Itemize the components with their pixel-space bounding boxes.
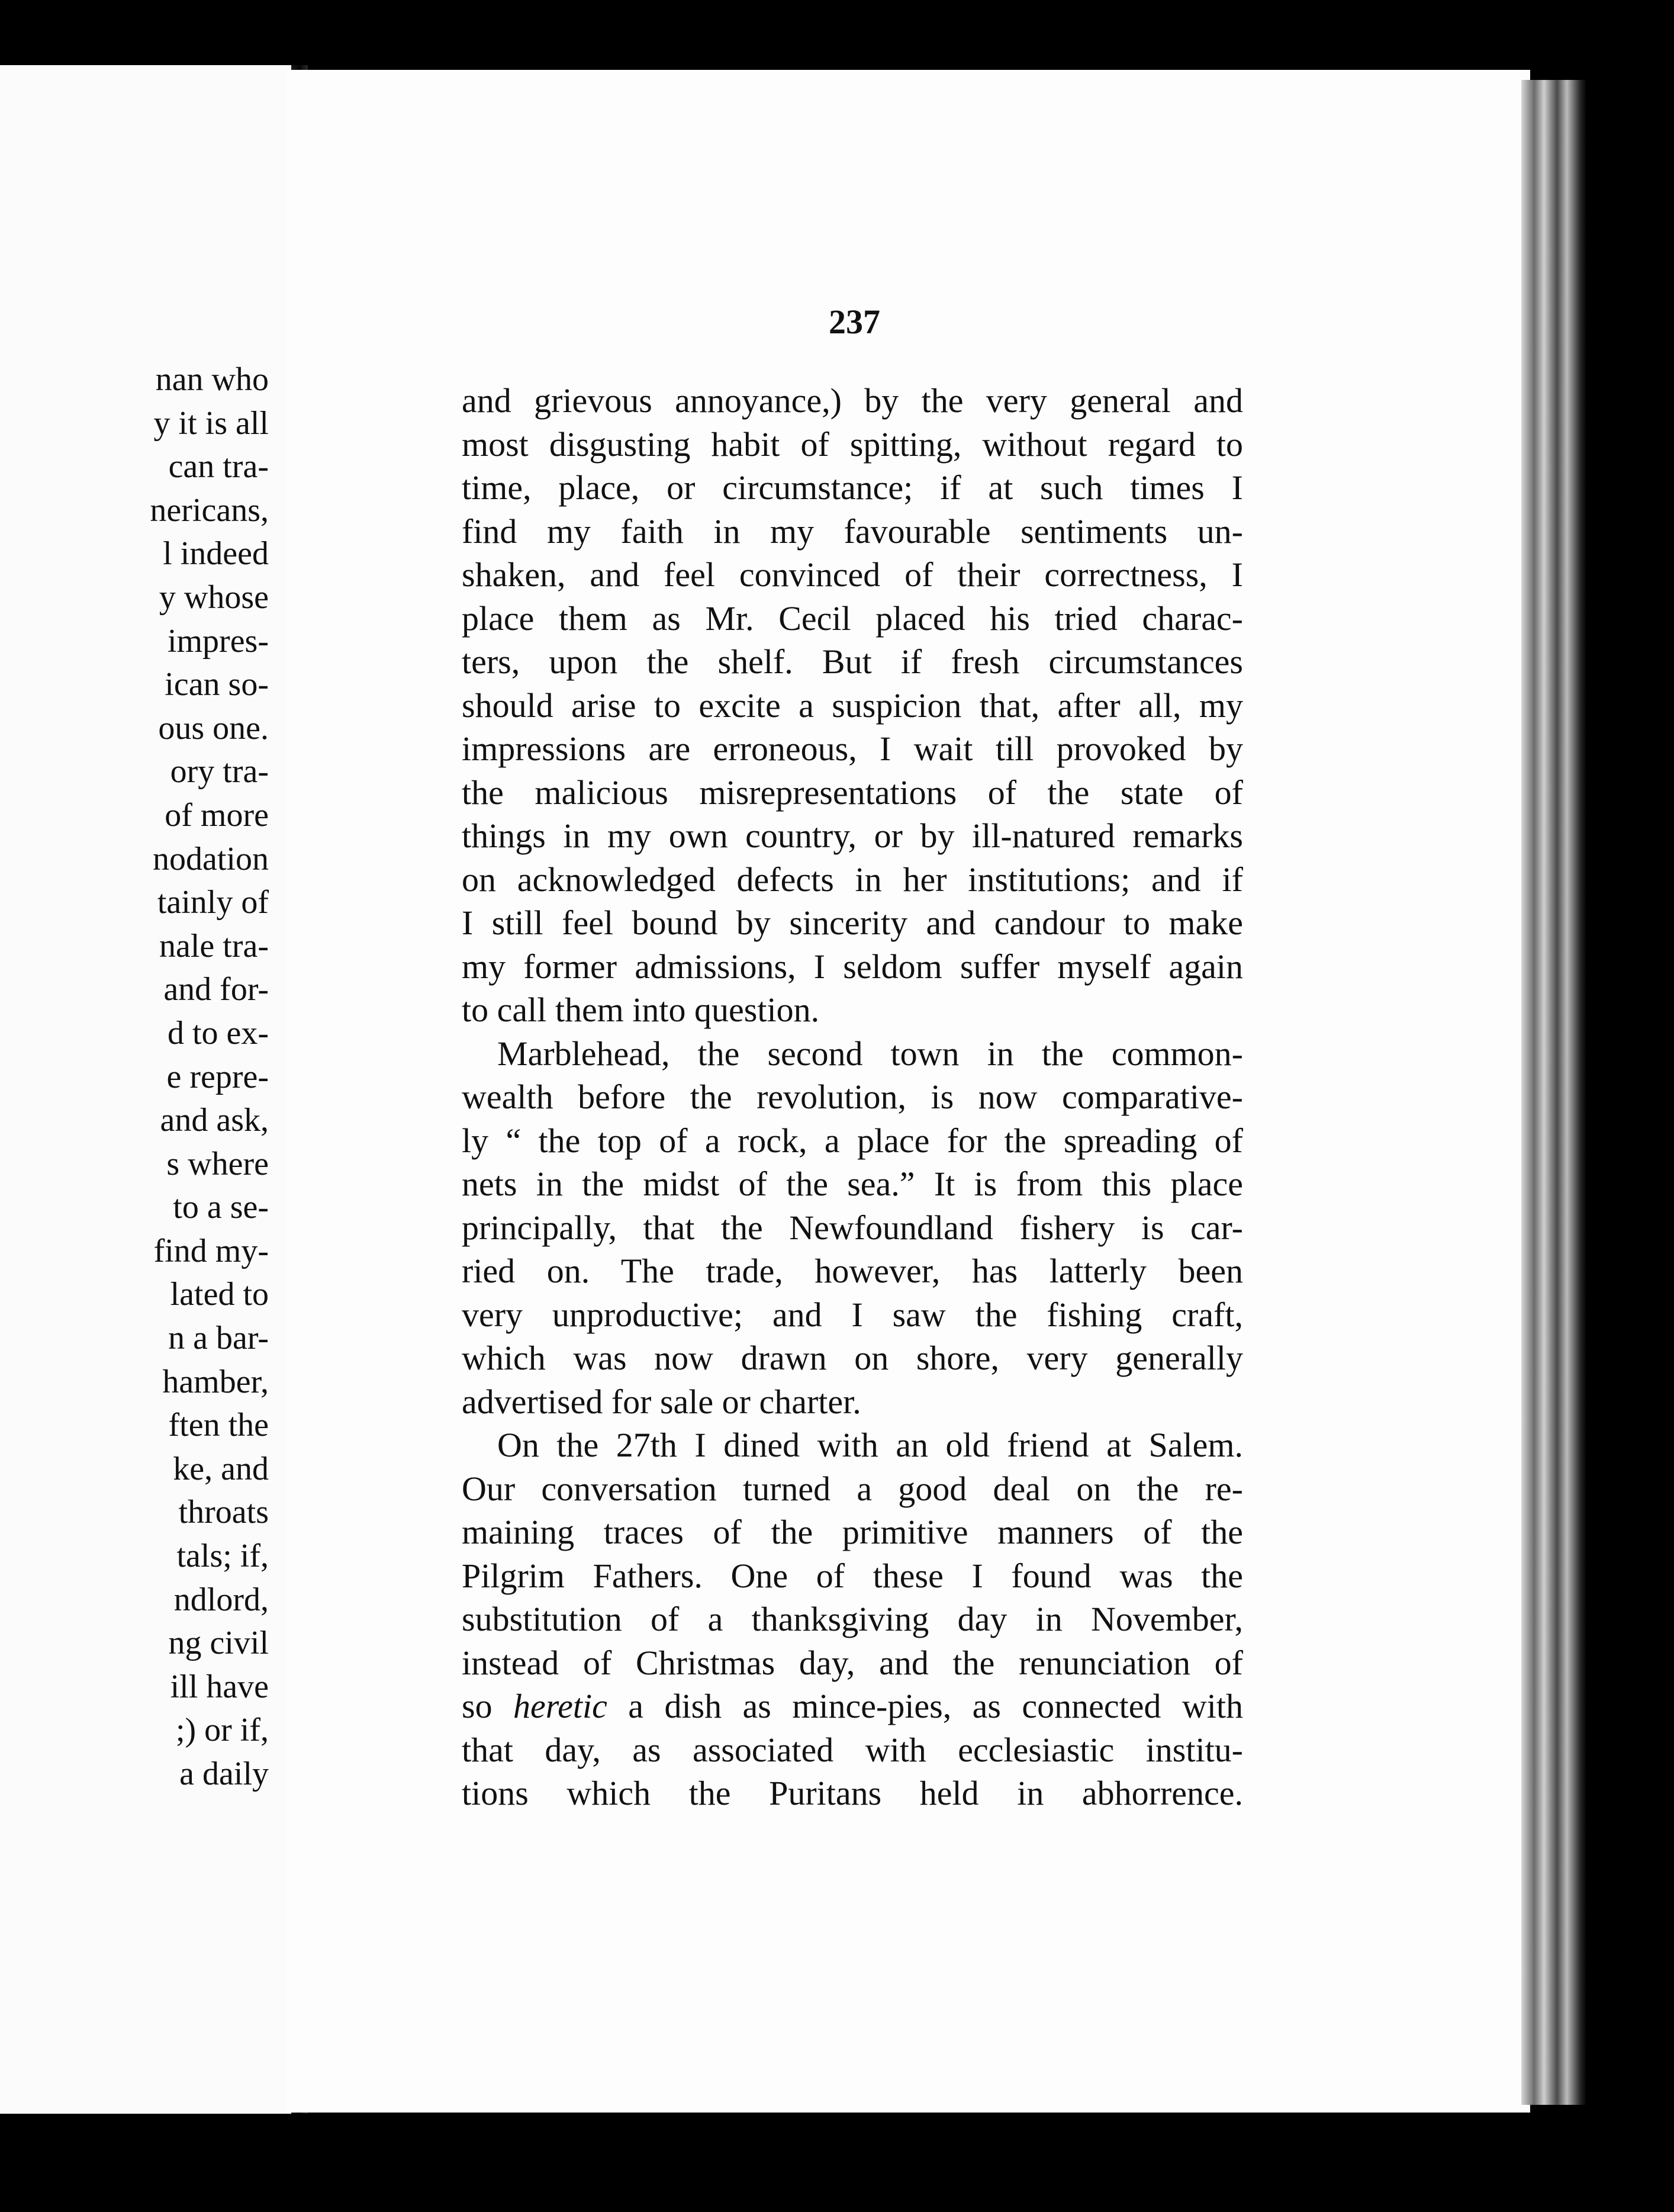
text-line: my former admissions, I seldom suffer myself again [462,947,1243,986]
text-line: substitution of a thanksgiving day in November, [462,1600,1243,1638]
text-line: place them as Mr. Cecil placed his tried charac- [462,599,1243,638]
left-page-line: lated to [170,1276,269,1313]
left-page-line: ke, and [173,1450,269,1487]
text-line: and grievous annoyance,) by the very general and [462,381,1243,420]
left-page-line: e repre- [166,1058,269,1095]
left-page-line: can tra- [168,448,269,486]
text-line: On the 27th I dined with an old friend at Salem. [497,1426,1243,1464]
text-line [462,1684,1243,1728]
left-page-line: ican so- [165,666,269,703]
text-line: Our conversation turned a good deal on the re- [462,1469,1243,1508]
text-line: very unproductive; and I saw the fishing craft, [462,1295,1243,1334]
text-line: time, place, or circumstance; if at such times I [462,468,1243,507]
text-line: find my faith in my favourable sentiments un- [462,512,1243,551]
left-page-line: ften the [168,1407,269,1444]
left-page-line: nale tra- [159,927,269,964]
text-line: ters, upon the shelf. But if fresh circumstances [462,642,1243,681]
left-page-line: y whose [159,578,269,616]
left-page-line: y it is all [153,404,269,442]
left-page-line: hamber, [162,1363,269,1400]
text-line: should arise to excite a suspicion that, after all, my [462,686,1243,725]
left-page-line: throats [178,1494,269,1531]
text-line: ly “ the top of a rock, a place for the spreading of [462,1121,1243,1160]
text-line: things in my own country, or by ill-natured remarks [462,816,1243,855]
left-page-line: n a bar- [168,1320,269,1357]
left-page-line: to a se- [173,1189,269,1226]
text-line: impressions are erroneous, I wait till provoked by [462,729,1243,768]
text-line: to call them into question. [462,991,820,1029]
text-line: which was now drawn on shore, very generally [462,1339,1243,1377]
left-page-line: ill have [170,1668,269,1705]
left-page-line: of more [165,796,269,834]
left-page-text-column [150,358,269,1796]
scan-border [0,2114,1674,2212]
text-line: most disgusting habit of spitting, without regard to [462,425,1243,464]
left-page-line: ous one. [158,709,269,747]
left-page-line: tainly of [157,884,269,921]
text-line: instead of Christmas day, and the renunciation of [462,1643,1243,1682]
left-page-line: impres- [167,622,269,660]
page-number: 237 [829,303,880,341]
left-page-line: and ask, [160,1102,269,1139]
text-line: ried on. The trade, however, has latterly been [462,1252,1243,1290]
text-line: tions which the Puritans held in abhorrence. [462,1774,1243,1812]
left-page-line: l indeed [163,535,269,573]
text-line: principally, that the Newfoundland fishery is car- [462,1208,1243,1247]
text-line: that day, as associated with ecclesiastic institu- [462,1730,1243,1769]
text-line: maining traces of the primitive manners of the [462,1513,1243,1551]
text-segment: so [462,1687,513,1725]
text-line: on acknowledged defects in her institutions; and if [462,860,1243,899]
left-page-line: nodation [153,840,269,877]
text-line: advertised for sale or charter. [462,1382,861,1421]
left-page-line: ng civil [168,1625,269,1662]
left-page-line: s where [166,1145,269,1182]
left-page-line: a daily [179,1756,269,1792]
left-page-line: ndlord, [173,1581,269,1618]
left-page-line: d to ex- [167,1014,269,1052]
left-page-line: ;) or if, [175,1712,269,1749]
text-line: I still feel bound by sincerity and candour to make [462,904,1243,942]
text-line: nets in the midst of the sea.” It is from this place [462,1165,1243,1203]
text-line: the malicious misrepresentations of the state of [462,773,1243,812]
left-facing-page [0,65,291,2114]
text-line: Marblehead, the second town in the common- [497,1034,1243,1073]
left-page-line: nan who [155,361,269,398]
left-page-line: tals; if, [176,1538,269,1575]
page-edges [1521,80,1586,2105]
left-page-line: and for- [163,971,269,1008]
left-page-line: find my- [153,1232,269,1269]
text-line: shaken, and feel convinced of their correctness, I [462,555,1243,594]
left-page-line: nericans, [150,491,269,529]
text-segment: a dish as mince-pies, as connected with [607,1687,1244,1725]
text-line: wealth before the revolution, is now comparative- [462,1078,1243,1116]
left-page-line: ory tra- [170,753,269,790]
body-text [462,379,1243,1815]
italic-word: heretic [513,1687,607,1725]
text-line: Pilgrim Fathers. One of these I found was the [462,1556,1243,1595]
